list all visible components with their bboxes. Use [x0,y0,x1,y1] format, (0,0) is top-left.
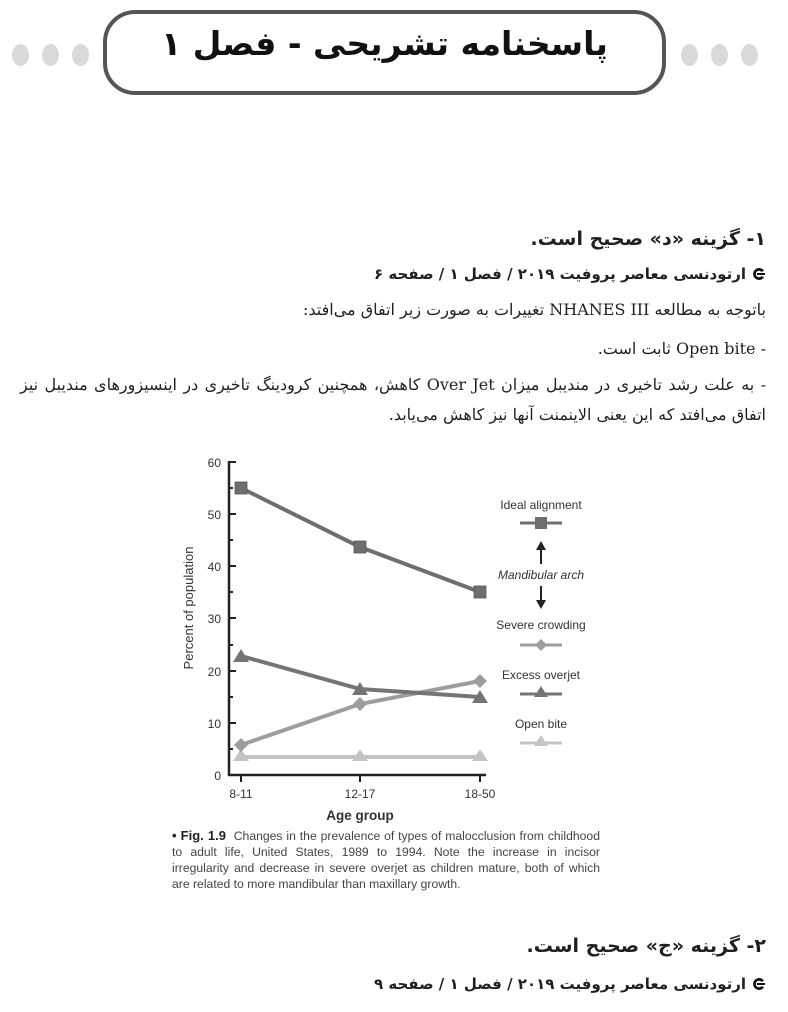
decor-dot [12,44,29,66]
svg-text:Excess overjet: Excess overjet [501,668,581,682]
svg-text:Open bite: Open bite [514,717,568,731]
svg-text:30: 30 [207,612,221,626]
question-2-title: ۲- گزینه «ج» صحیح است. [526,935,766,957]
svg-text:20: 20 [207,665,221,679]
svg-text:50: 50 [207,508,221,522]
svg-text:60: 60 [207,456,221,470]
decor-dot [42,44,59,66]
svg-text:10: 10 [207,717,221,731]
book-reference-icon [752,267,766,281]
question-1-intro: باتوجه به مطالعه NHANES III تغییرات به صورت زیر اتفاق می‌افتد: [302,300,766,319]
decor-dot [72,44,89,66]
svg-text:18-50: 18-50 [464,787,496,801]
svg-text:Mandibular arch: Mandibular arch [497,568,585,582]
decor-dot [741,44,758,66]
question-1-bullet: - Open bite ثابت است. [597,339,766,358]
svg-text:Ideal alignment: Ideal alignment [500,498,582,512]
reference-text: ارتودنسی معاصر پروفیت ۲۰۱۹ / فصل ۱ / صفحه ۶ [374,265,746,283]
svg-text:12-17: 12-17 [344,787,376,801]
svg-text:40: 40 [207,560,221,574]
decor-dot [681,44,698,66]
question-1-reference [374,265,766,283]
svg-text:Age group: Age group [326,808,394,823]
question-1-bullet: - به علت رشد تاخیری در مندیبل میزان Over Jet کاهش، همچنین کرودینگ تاخیری در اینسیزورهای مندیبل نیز اتفاق می‌افتد که این یعنی الاینمنت آنها نیز کاهش می‌یابد. [20,375,767,424]
svg-text:Percent of population: Percent of population [181,546,196,670]
reference-text: ارتودنسی معاصر پروفیت ۲۰۱۹ / فصل ۱ / صفحه ۹ [374,975,746,993]
question-2-reference [374,975,766,993]
svg-text:0: 0 [214,769,221,783]
figure-label: • Fig. 1.9 [172,828,226,843]
book-reference-icon [752,977,766,991]
page-title: پاسخنامه تشریحی - فصل ۱ [161,24,608,63]
question-1-title: ۱- گزینه «د» صحیح است. [530,228,766,250]
svg-text:8-11: 8-11 [229,787,253,801]
decor-dot [711,44,728,66]
malocclusion-chart [170,450,620,830]
figure-caption-text: Changes in the prevalence of types of malocclusion from childhood to adult life, United States, 1989 to 1994. Note the increase in incisor irregularity and decrease in severe overjet as children mature, both of which are related to more mandibular than maxillary growth. [172,829,600,891]
figure-caption [172,828,600,892]
svg-text:Severe crowding: Severe crowding [496,618,586,632]
